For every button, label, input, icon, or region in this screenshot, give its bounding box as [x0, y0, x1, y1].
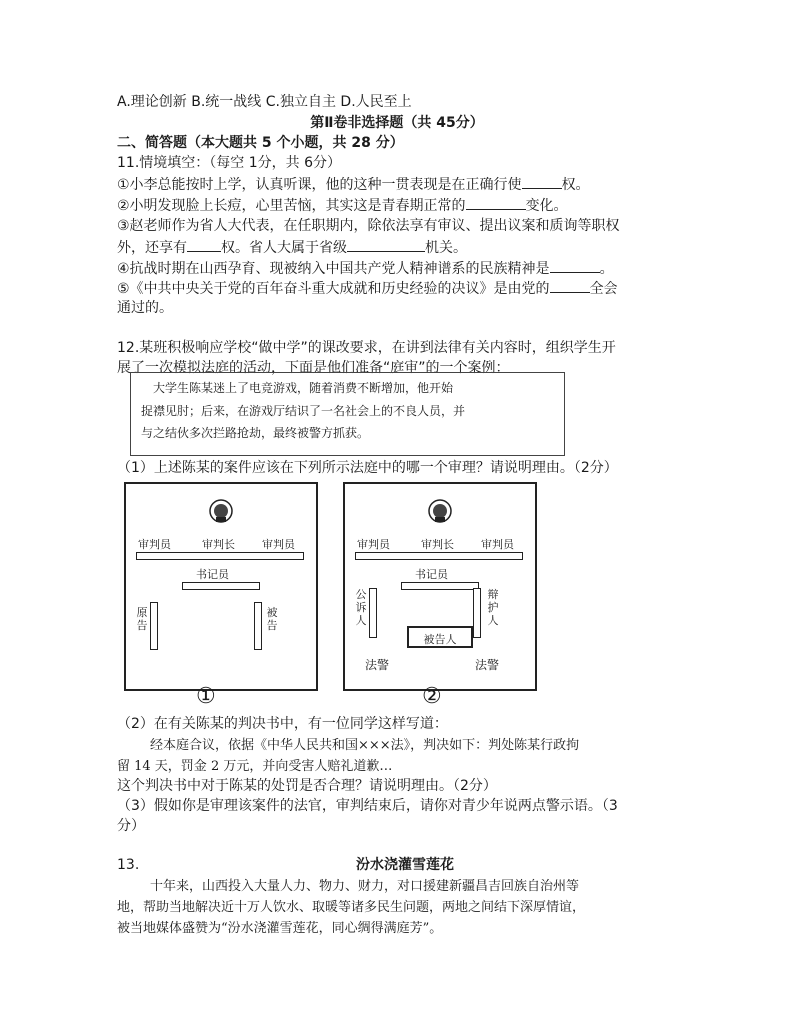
court-1-number: ①	[196, 684, 216, 709]
q11-item-1-tail: 权。	[561, 177, 590, 193]
clerk-label: 书记员	[415, 568, 448, 581]
verdict-line-1: 经本庭合议，依据《中华人民共和国×××法》，判决如下：判处陈某行政拘	[150, 738, 580, 753]
q11-item-3-cont	[117, 237, 467, 258]
q11-item-5-tail: 全会	[589, 281, 618, 297]
judge-chief: 审判长	[421, 538, 454, 551]
plaintiff-desk	[150, 602, 158, 650]
accused-box	[407, 626, 473, 648]
q12-sub3-cont: 分）	[117, 818, 145, 834]
q11-item-3: ③赵老师作为省人大代表，在任职期内，除依法享有审议、提出议案和质询等职权	[117, 218, 620, 234]
national-emblem-icon	[427, 498, 453, 524]
clerk-desk	[182, 582, 260, 590]
q11-item-4-text: ④抗战时期在山西孕育、现被纳入中国共产党人精神谱系的民族精神是	[117, 261, 550, 277]
answer-blank[interactable]	[522, 174, 562, 189]
clerk-desk	[401, 582, 479, 590]
answer-blank[interactable]	[347, 237, 425, 252]
case-line-1: 大学生陈某迷上了电竞游戏，随着消费不断增加，他开始	[141, 381, 454, 395]
q11-item-5-cont: 通过的。	[117, 300, 173, 316]
part-title: 二、简答题（本大题共 5 个小题，共 28 分）	[117, 135, 404, 151]
q12-sub2: （2）在有关陈某的判决书中，有一位同学这样写道：	[117, 716, 448, 732]
q11-item-4	[117, 258, 614, 279]
defendant-desk	[254, 602, 262, 650]
accused-label: 被告人	[423, 633, 457, 646]
defender-label: 辩护人	[487, 588, 499, 627]
q11-item-1	[117, 174, 590, 195]
answer-blank[interactable]	[187, 237, 221, 252]
court-diagram-1	[124, 482, 318, 691]
q12-sub3: （3）假如你是审理该案件的法官，审判结束后，请你对青少年说两点警示语。（3	[117, 798, 618, 814]
national-emblem-icon	[208, 498, 234, 524]
answer-options: A.理论创新 B.统一战线 C.独立自主 D.人民至上	[117, 94, 412, 110]
judge-bench	[355, 552, 523, 560]
judge-chief: 审判长	[202, 538, 235, 551]
prosecutor-desk	[369, 588, 377, 638]
clerk-label: 书记员	[196, 568, 229, 581]
q11-heading: 11.情境填空：（每空 1分，共 6分）	[117, 155, 341, 171]
case-line-2: 捉襟见肘；后来，在游戏厅结识了一名社会上的不良人员，并	[141, 404, 466, 418]
judge-left: 审判员	[357, 538, 390, 551]
answer-blank[interactable]	[550, 258, 600, 273]
q11-item-2-text: ②小明发现脸上长痘，心里苦恼，其实这是青春期正常的	[117, 198, 466, 214]
case-box	[130, 372, 565, 456]
q11-item-3-text: 外，还享有	[117, 240, 187, 256]
q11-item-3-tail: 机关。	[425, 240, 467, 256]
bailiff-right: 法警	[475, 658, 500, 672]
q11-item-5-text: ⑤《中共中央关于党的百年奋斗重大成就和历史经验的决议》是由党的	[117, 281, 550, 297]
defender-desk	[473, 588, 481, 638]
case-line-3: 与之结伙多次拦路抢劫，最终被警方抓获。	[141, 426, 370, 440]
q12-sub2-question: 这个判决书中对于陈某的处罚是否合理？请说明理由。（2分）	[117, 778, 497, 794]
q13-para-2: 地，帮助当地解决近十万人饮水、取暖等诸多民生问题，两地之间结下深厚情谊，	[117, 900, 586, 915]
q12-intro-2: 展了一次模拟法庭的活动，下面是他们准备“庭审”的一个案例：	[117, 360, 510, 376]
q11-item-5	[117, 278, 618, 299]
q11-item-4-tail: 。	[599, 261, 614, 277]
q11-item-1-text: ①小李总能按时上学，认真听课，他的这种一贯表现是在正确行使	[117, 177, 522, 193]
defendant-label: 被告	[266, 606, 278, 632]
section-title: 第Ⅱ卷非选择题（共 45分）	[310, 115, 484, 131]
q11-item-2-tail: 变化。	[525, 198, 568, 214]
q13-number: 13.	[117, 857, 140, 873]
q13-title: 汾水浇灌雪莲花	[356, 857, 454, 873]
q12-sub1: （1）上述陈某的案件应该在下列所示法庭中的哪一个审理？请说明理由。（2分）	[117, 460, 618, 476]
prosecutor-label: 公诉人	[355, 588, 367, 627]
answer-blank[interactable]	[550, 278, 590, 293]
bailiff-left: 法警	[365, 658, 390, 672]
judge-right: 审判员	[262, 538, 295, 551]
plaintiff-label: 原告	[136, 606, 148, 632]
q13-para-3: 被当地媒体盛赞为“汾水浇灌雪莲花，同心绸得满庭芳”。	[117, 921, 443, 936]
q11-item-2	[117, 195, 568, 216]
answer-blank[interactable]	[466, 195, 526, 210]
judge-right: 审判员	[481, 538, 514, 551]
judge-bench	[136, 552, 304, 560]
court-2-number: ②	[422, 684, 442, 709]
judge-left: 审判员	[138, 538, 171, 551]
q12-intro-1: 12.某班积极响应学校“做中学”的课改要求，在讲到法律有关内容时，组织学生开	[117, 340, 616, 356]
q13-para-1: 十年来，山西投入大量人力、物力、财力，对口援建新疆昌吉回族自治州等	[150, 879, 580, 894]
q11-item-3-mid: 权。省人大属于省级	[221, 240, 347, 256]
verdict-line-2: 留 14 天，罚金 2 万元，并向受害人赔礼道歉…	[117, 759, 393, 774]
court-diagram-2	[343, 482, 537, 691]
